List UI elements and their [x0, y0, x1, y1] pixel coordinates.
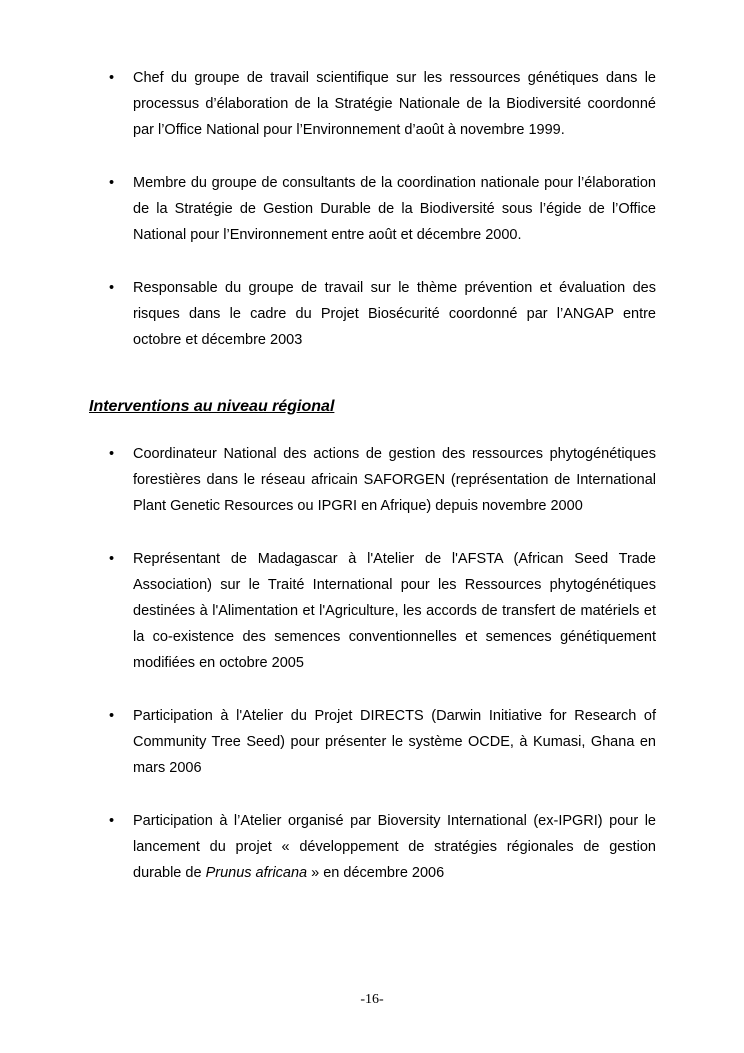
bullet-icon: •: [109, 70, 115, 86]
list-item-text: [133, 808, 656, 886]
list-item: [0, 275, 744, 353]
list-item: [0, 703, 744, 781]
section-heading-regional: Interventions au niveau régional: [89, 398, 335, 415]
bullet-icon: •: [109, 551, 115, 567]
list-item-text: Membre du groupe de consultants de la coordination nationale pour l’élaboration de la Stratégie de Gestion Durable de la Biodiversité sous l’égide de l’Office National pour l’Environnement entre août et décembre 2000.: [133, 175, 656, 243]
list-item: [0, 546, 744, 676]
list-item-text: Chef du groupe de travail scientifique sur les ressources génétiques dans le processus d’élaboration de la Stratégie Nationale de la Biodiversité coordonné par l’Office National pour l’Environnement d’août à novembre 1999.: [133, 70, 656, 138]
bullet-icon: •: [109, 813, 115, 829]
list-item-text-part: Participation à l’Atelier organisé par Bioversity International (ex-IPGRI) pour le lancement du projet « développement de stratégies régionales de gestion durable de: [133, 813, 656, 881]
bullet-icon: •: [109, 708, 115, 724]
bullet-icon: •: [109, 280, 115, 296]
list-item: [0, 65, 744, 143]
list-item-text: Participation à l'Atelier du Projet DIRECTS (Darwin Initiative for Research of Community Tree Seed) pour présenter le système OCDE, à Kumasi, Ghana en mars 2006: [133, 708, 656, 776]
regional-interventions-list: [0, 441, 744, 913]
list-item: [0, 441, 744, 519]
page-number: -16-: [360, 992, 384, 1007]
species-name-italic: Prunus africana: [205, 865, 308, 881]
list-item: [0, 170, 744, 248]
list-item-text-part: » en décembre 2006: [307, 865, 445, 881]
national-interventions-list: [0, 65, 744, 380]
bullet-icon: •: [109, 446, 115, 462]
list-item-text: Coordinateur National des actions de gestion des ressources phytogénétiques forestières dans le réseau africain SAFORGEN (représentation de International Plant Genetic Resources ou IPGRI en Afrique) depuis novembre 2000: [133, 446, 656, 514]
list-item-text: Représentant de Madagascar à l'Atelier de l'AFSTA (African Seed Trade Association) sur le Traité International pour les Ressources phytogénétiques destinées à l'Alimentation et l'Agriculture, les accords de transfert de matériels et la co-existence des semences conventionnelles et semences génétiquement modifiées en octobre 2005: [133, 551, 656, 671]
bullet-icon: •: [109, 175, 115, 191]
list-item-text: Responsable du groupe de travail sur le thème prévention et évaluation des risques dans le cadre du Projet Biosécurité coordonné par l’ANGAP entre octobre et décembre 2003: [133, 280, 656, 348]
list-item: [0, 808, 744, 886]
